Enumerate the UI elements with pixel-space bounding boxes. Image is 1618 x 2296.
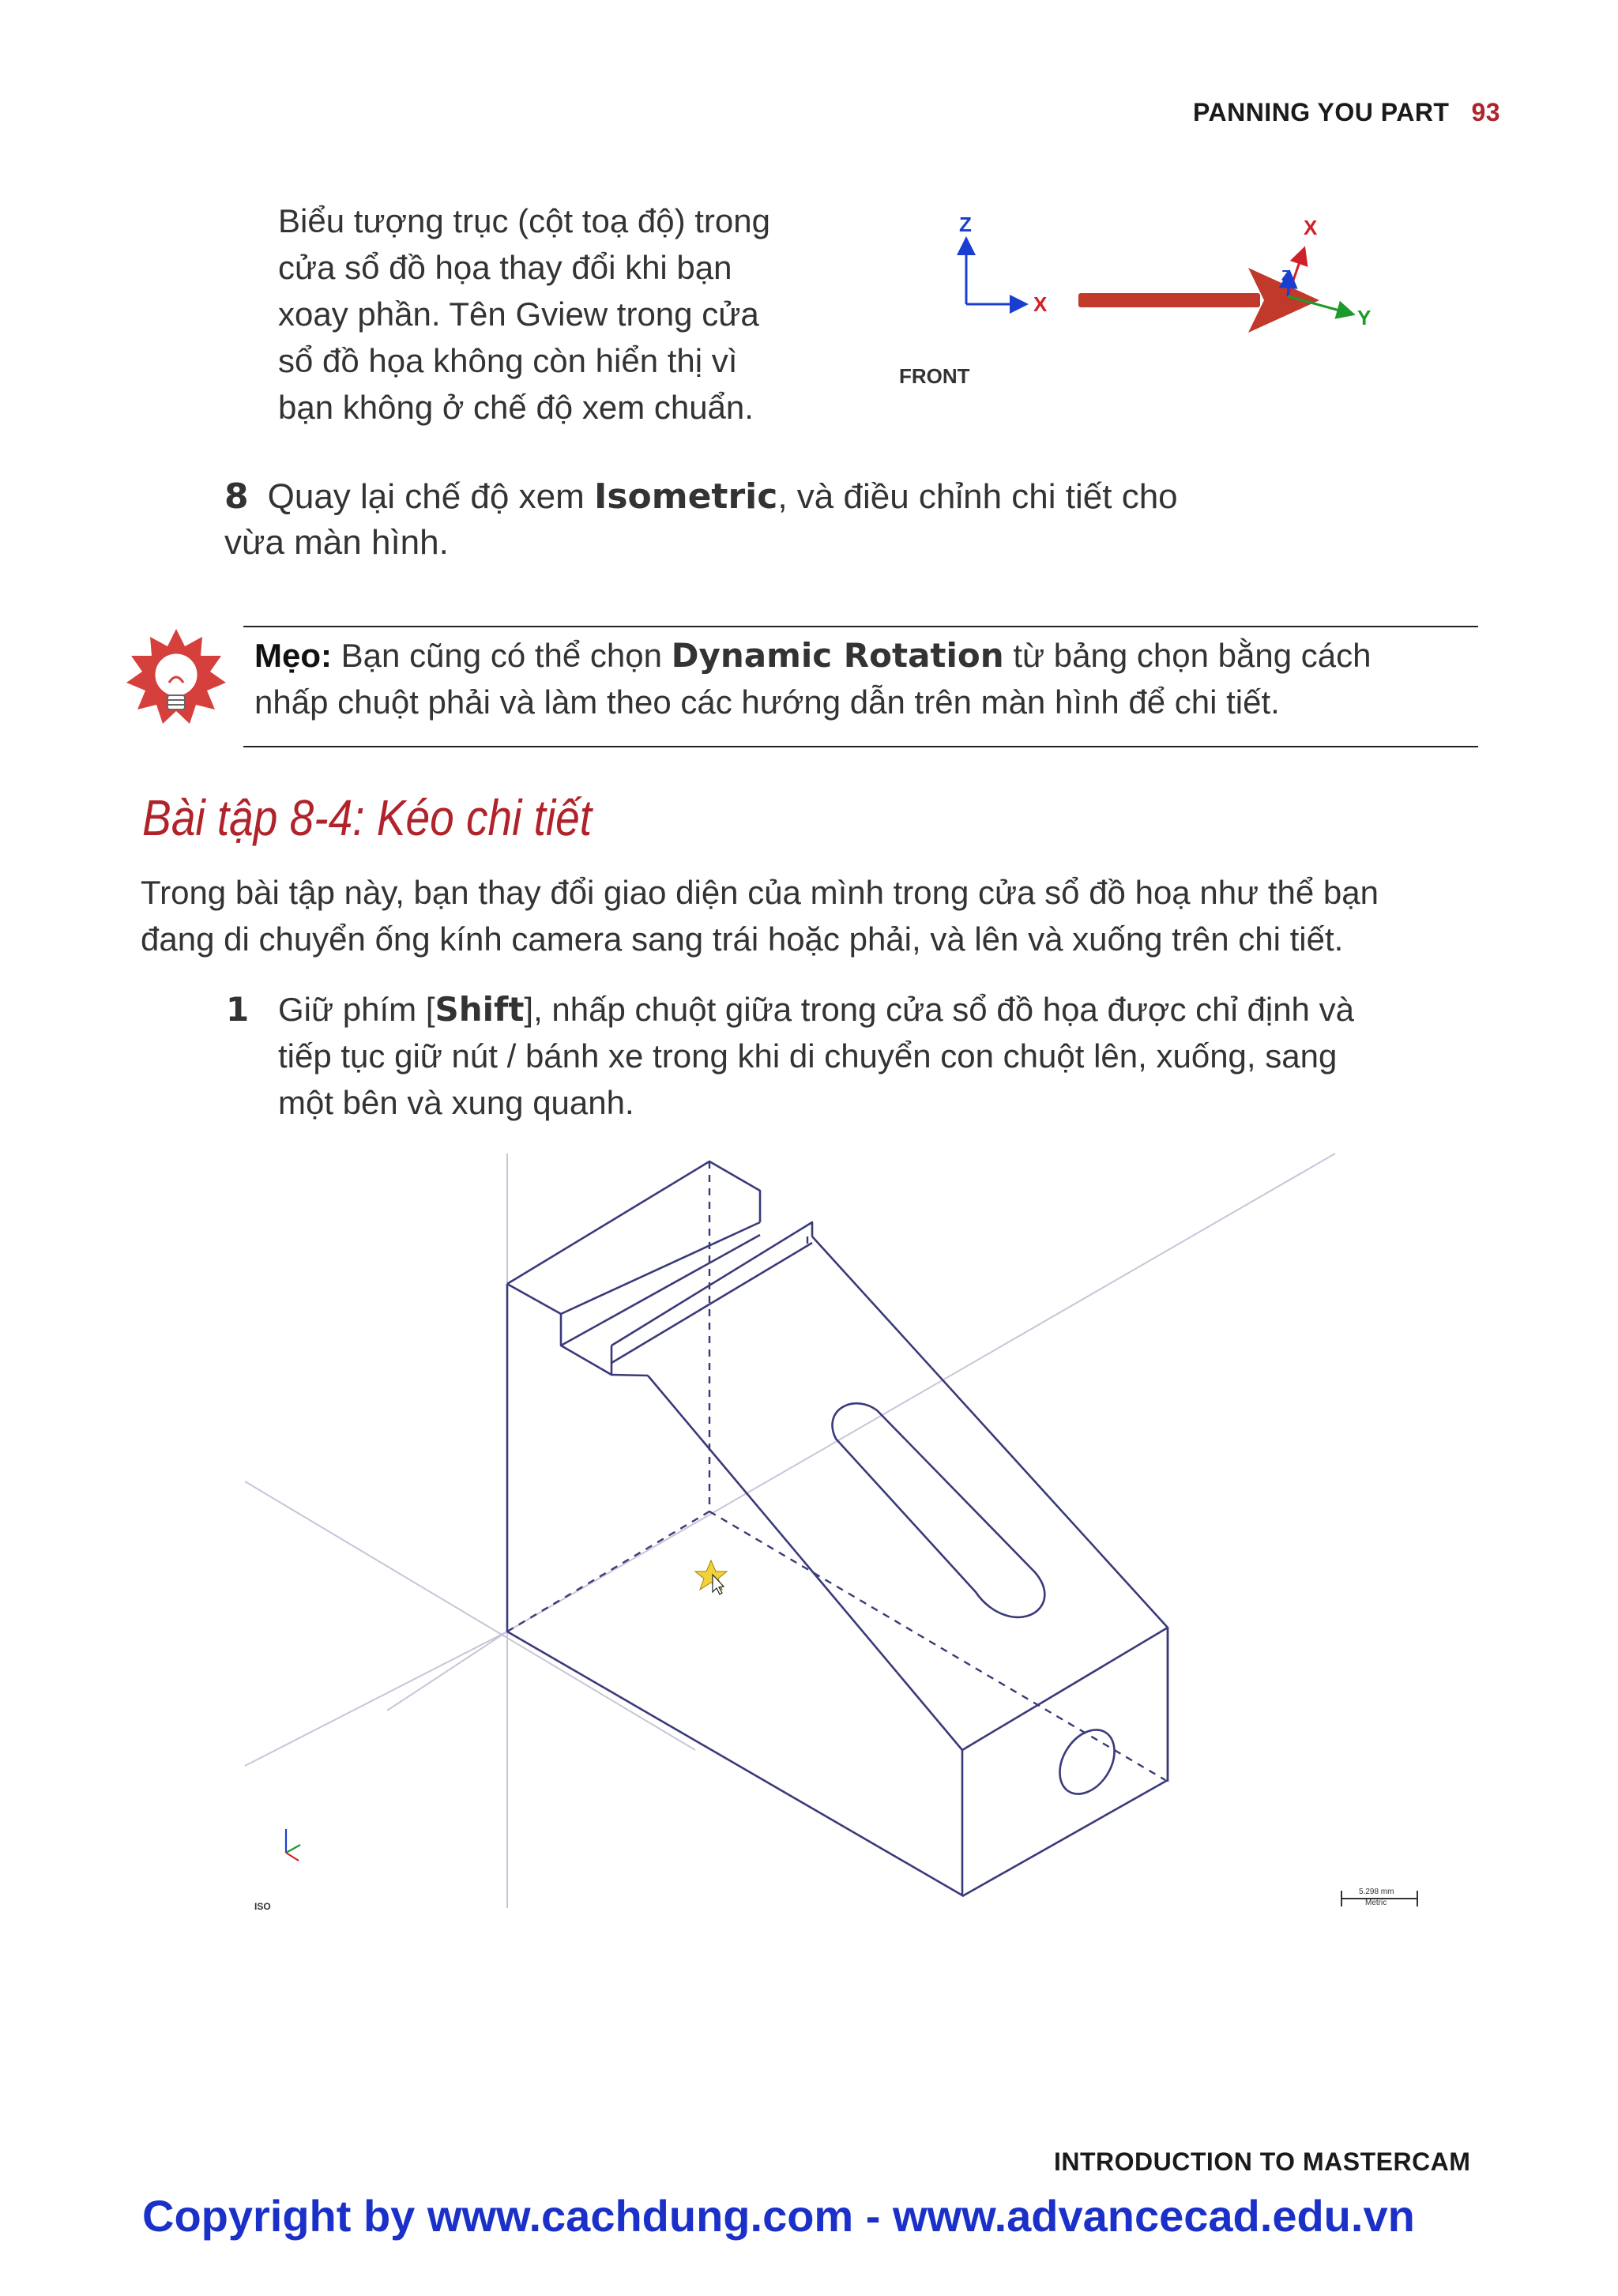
step-text: , và điều chỉnh chi tiết cho — [777, 477, 1178, 516]
tip-line2: nhấp chuột phải và làm theo các hướng dẫn trên màn hình để chi tiết. — [254, 683, 1280, 721]
step-text: ], nhấp chuột giữa trong cửa sổ đồ họa được chỉ định và — [524, 991, 1354, 1028]
step-keyword: Shift — [435, 990, 525, 1029]
step-text-line2: vừa màn hình. — [224, 523, 449, 562]
intro-line: Trong bài tập này, bạn thay đổi giao diện của mình trong cửa sổ đồ hoạ như thể bạn — [141, 874, 1379, 911]
section-title: Bài tập 8-4: Kéo chi tiết — [142, 789, 593, 846]
tip-body: từ bảng chọn bằng cách — [1003, 637, 1372, 674]
step-text: Giữ phím [ — [278, 991, 435, 1028]
running-header — [1193, 98, 1500, 127]
tip-bottom-rule — [243, 746, 1478, 747]
rotated-x-label: X — [1304, 216, 1318, 239]
step-1 — [226, 986, 1466, 1126]
step-text-line3: một bên và xung quanh. — [278, 1084, 634, 1121]
note-line: sổ đồ họa không còn hiển thị vì — [278, 342, 738, 379]
note-line: Biểu tượng trục (cột toạ độ) trong — [278, 202, 770, 239]
scale-bar — [1341, 1888, 1417, 1907]
book-title: INTRODUCTION TO MASTERCAM — [1054, 2147, 1471, 2176]
step-8 — [224, 474, 1291, 566]
step-text-line2: tiếp tục giữ nút / bánh xe trong khi di chuyển con chuột lên, xuống, sang — [278, 1037, 1338, 1075]
iso-view-label: ISO — [254, 1901, 271, 1912]
scale-value: 5.298 mm — [1359, 1888, 1394, 1896]
part-edges — [507, 1161, 1168, 1896]
running-title: PANNING YOU PART — [1193, 98, 1450, 126]
tip-body: Bạn cũng có thể chọn — [332, 637, 672, 674]
step-text: Quay lại chế độ xem — [267, 477, 594, 516]
front-axis-triad — [899, 213, 1048, 388]
tip-top-rule — [243, 626, 1478, 627]
rotated-z-label: Z — [1281, 268, 1290, 284]
pan-cursor-icon — [695, 1560, 727, 1594]
axis-note — [278, 198, 847, 431]
axis-change-figure — [877, 201, 1414, 407]
step-number: 8 — [224, 476, 249, 517]
iso-axis-triad — [254, 1829, 300, 1912]
intro-line: đang di chuyển ống kính camera sang trái hoặc phải, và lên và xuống trên chi tiết. — [141, 920, 1344, 958]
note-line: xoay phần. Tên Gview trong cửa — [278, 295, 759, 333]
copyright-notice: Copyright by www.cachdung.com - www.advancecad.edu.vn — [142, 2191, 1415, 2241]
step-number: 1 — [226, 990, 250, 1029]
tip-keyword: Dynamic Rotation — [671, 636, 1004, 675]
step-keyword: Isometric — [593, 476, 778, 517]
scale-unit: Metric — [1365, 1899, 1387, 1907]
cad-graphics-window — [237, 1150, 1422, 1924]
page-number: 93 — [1471, 98, 1501, 126]
note-line: cửa sổ đồ họa thay đổi khi bạn — [278, 249, 732, 286]
lightbulb-icon — [123, 626, 229, 732]
front-z-label: Z — [959, 213, 972, 236]
front-x-label: X — [1033, 292, 1048, 316]
tip-text — [254, 632, 1487, 725]
rotated-y-label: Y — [1357, 306, 1372, 329]
rotated-x-axis — [1288, 250, 1304, 296]
rotated-axis-triad — [1281, 216, 1371, 329]
view-label: FRONT — [899, 364, 970, 388]
note-line: bạn không ở chế độ xem chuẩn. — [278, 389, 754, 426]
tip-label: Mẹo: — [254, 637, 332, 674]
section-intro — [141, 869, 1531, 962]
